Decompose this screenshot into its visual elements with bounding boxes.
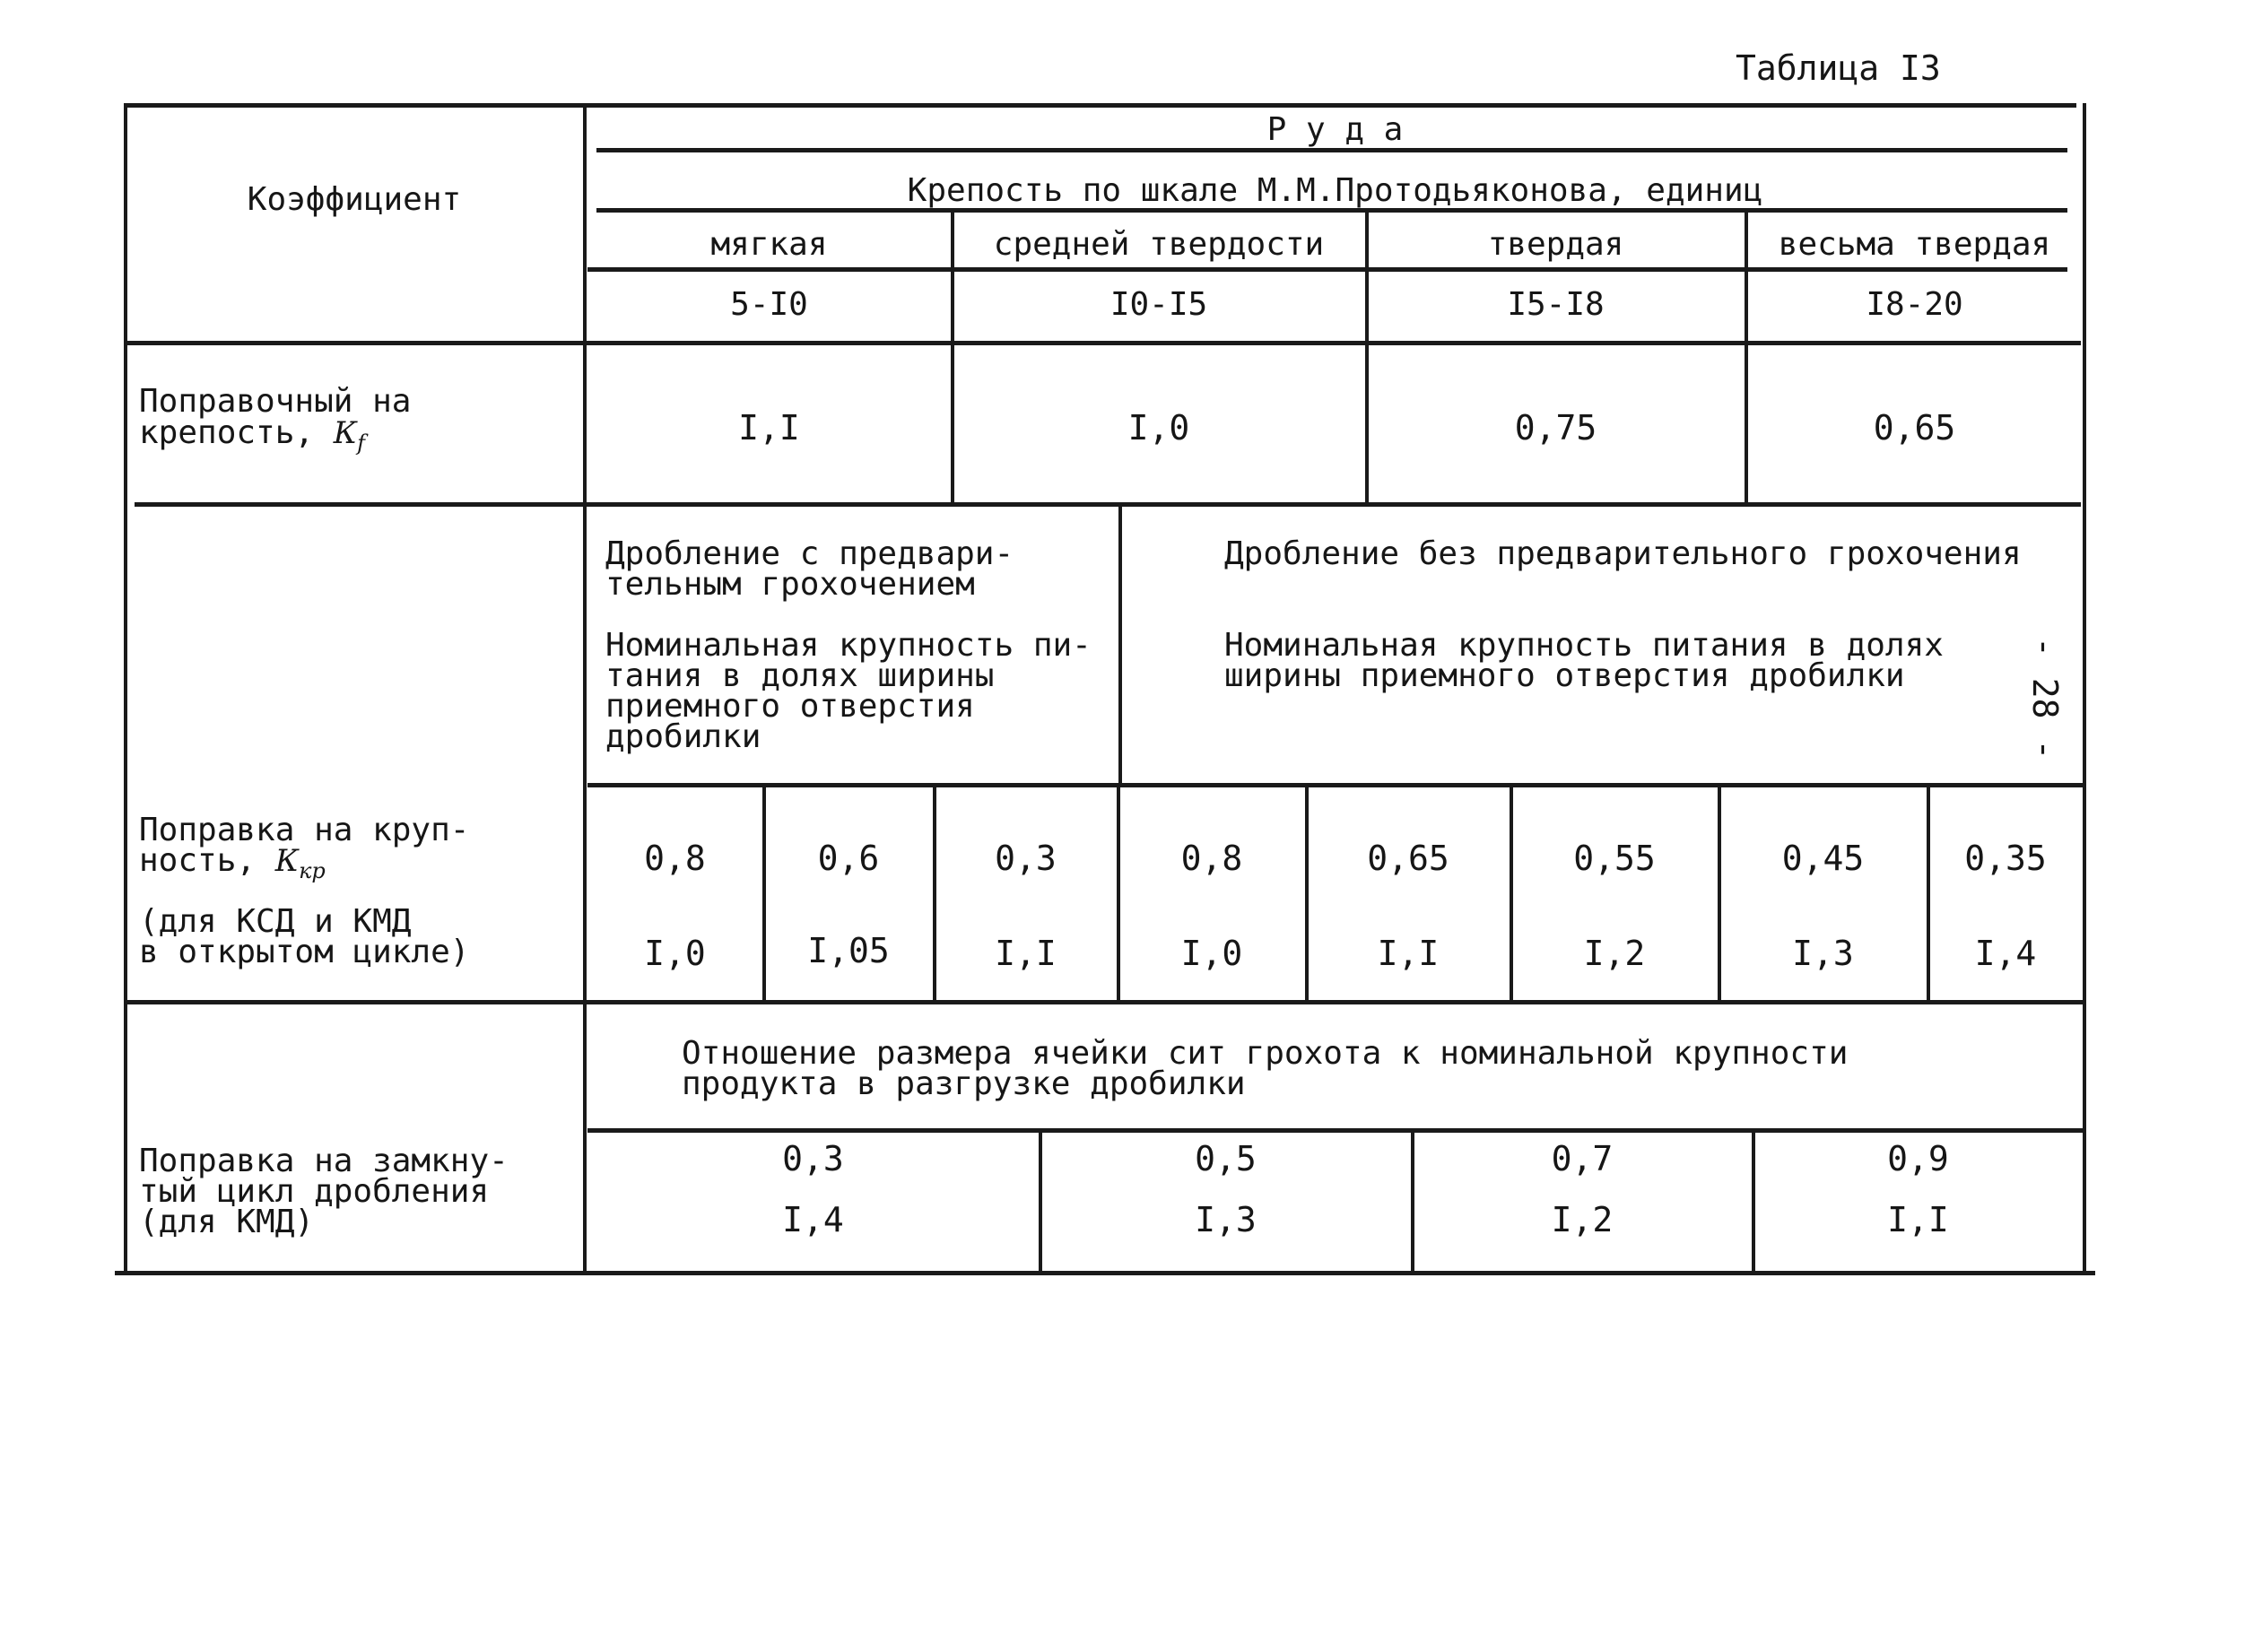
- size-fraction-3: 0,3: [995, 839, 1057, 878]
- header-line-ore: [596, 148, 2067, 152]
- category-very-hard: весьма твердая: [1778, 226, 2051, 263]
- closed-coefficient-3: I,2: [1551, 1200, 1614, 1239]
- nominal-left-line4: дробилки: [605, 718, 761, 755]
- size-divider-1: [762, 783, 766, 1003]
- size-note-line2: в открытом цикле): [139, 934, 470, 970]
- nominal-right-line2: ширины приемного отверстия дробилки: [1224, 657, 1905, 694]
- range-very-hard: I8-20: [1866, 286, 1963, 323]
- row-line-strength-end: [135, 502, 2081, 507]
- closed-coefficient-2: I,3: [1195, 1200, 1257, 1239]
- table-label: Таблица I3: [1736, 48, 1941, 88]
- size-coefficient-2: I,05: [807, 931, 890, 970]
- strength-value-hard: 0,75: [1514, 408, 1597, 448]
- strength-value-very-hard: 0,65: [1873, 408, 1956, 448]
- size-fraction-8: 0,35: [1964, 839, 2047, 878]
- closed-coefficient-1: I,4: [782, 1200, 844, 1239]
- nominal-left-line3: приемного отверстия: [605, 688, 975, 725]
- closed-ratio-2: 0,5: [1195, 1139, 1257, 1178]
- size-label-text: ность,: [139, 842, 257, 879]
- size-coefficient-3: I,I: [995, 934, 1057, 973]
- size-note-line1: (для КСД и КМД: [139, 903, 412, 940]
- closed-label-line3: (для КМД): [139, 1204, 315, 1240]
- size-fraction-4: 0,8: [1180, 839, 1243, 878]
- closed-ratio-1: 0,3: [782, 1139, 844, 1178]
- strength-value-soft: I,I: [738, 408, 800, 448]
- closed-ratio-3: 0,7: [1551, 1139, 1614, 1178]
- header-coefficient: Коэффициент: [247, 181, 462, 218]
- label-column-divider: [583, 103, 587, 1271]
- size-coefficient-6: I,2: [1583, 934, 1646, 973]
- category-medium: средней твердости: [993, 226, 1325, 263]
- range-hard: I5-I8: [1507, 286, 1605, 323]
- size-label-line2: [139, 842, 326, 887]
- size-fraction-1: 0,8: [644, 839, 706, 878]
- size-fraction-6: 0,55: [1573, 839, 1656, 878]
- strength-symbol: $К_f$: [333, 415, 365, 456]
- with-screening-line2: тельным грохочением: [605, 566, 975, 603]
- closed-label-line2: тый цикл дробления: [139, 1173, 490, 1210]
- strength-label-text: крепость,: [139, 414, 315, 451]
- range-soft: 5-I0: [730, 286, 808, 323]
- page-number: - 28 -: [2025, 637, 2065, 761]
- strength-label-line2: [139, 414, 365, 459]
- ratio-line2: продукта в разгрузке дробилки: [682, 1065, 1246, 1102]
- with-screening-line1: Дробление с предвари-: [605, 535, 1014, 572]
- range-medium: I0-I5: [1109, 286, 1208, 323]
- size-label-line1: Поправка на круп-: [139, 812, 470, 848]
- closed-label-line1: Поправка на замкну-: [139, 1143, 509, 1179]
- header-ore: Р у д а: [1266, 111, 1404, 148]
- without-screening: Дробление без предварительного грохочения: [1224, 535, 2022, 572]
- header-line-categories: [587, 267, 2067, 272]
- size-coefficient-4: I,0: [1180, 934, 1243, 973]
- table-right-border: [2083, 103, 2086, 1274]
- row-line-header-end: [126, 341, 2081, 345]
- category-soft: мягкая: [710, 226, 828, 263]
- size-fraction-5: 0,65: [1367, 839, 1449, 878]
- closed-subheader-line: [587, 1128, 2083, 1133]
- size-fraction-7: 0,45: [1781, 839, 1865, 878]
- header-strength-scale: Крепость по шкале М.М.Протодьяконова, единиц: [907, 172, 1763, 209]
- size-coefficient-1: I,0: [644, 934, 706, 973]
- table-left-border: [124, 103, 127, 1274]
- size-coefficient-5: I,I: [1377, 934, 1440, 973]
- nominal-left-line1: Номинальная крупность пи-: [605, 627, 1092, 664]
- size-top-divider: [1118, 502, 1122, 785]
- size-subheader-line: [587, 783, 2083, 787]
- category-hard: твердая: [1487, 226, 1624, 263]
- table-bottom-border: [115, 1271, 2095, 1275]
- table-top-border: [126, 103, 2076, 108]
- closed-ratio-4: 0,9: [1887, 1139, 1949, 1178]
- size-coefficient-7: I,3: [1792, 934, 1854, 973]
- ratio-line1: Отношение размера ячейки сит грохота к номинальной крупности: [682, 1035, 1849, 1072]
- strength-value-medium: I,0: [1127, 408, 1190, 448]
- nominal-left-line2: тания в долях ширины: [605, 657, 995, 694]
- size-coefficient-8: I,4: [1974, 934, 2037, 973]
- nominal-right-line1: Номинальная крупность питания в долях: [1224, 627, 1944, 664]
- closed-coefficient-4: I,I: [1887, 1200, 1949, 1239]
- size-symbol: $К_{кр}$: [274, 843, 326, 883]
- size-fraction-2: 0,6: [817, 839, 880, 878]
- row-line-size-end: [126, 1000, 2083, 1004]
- strength-label-line1: Поправочный на: [139, 383, 412, 420]
